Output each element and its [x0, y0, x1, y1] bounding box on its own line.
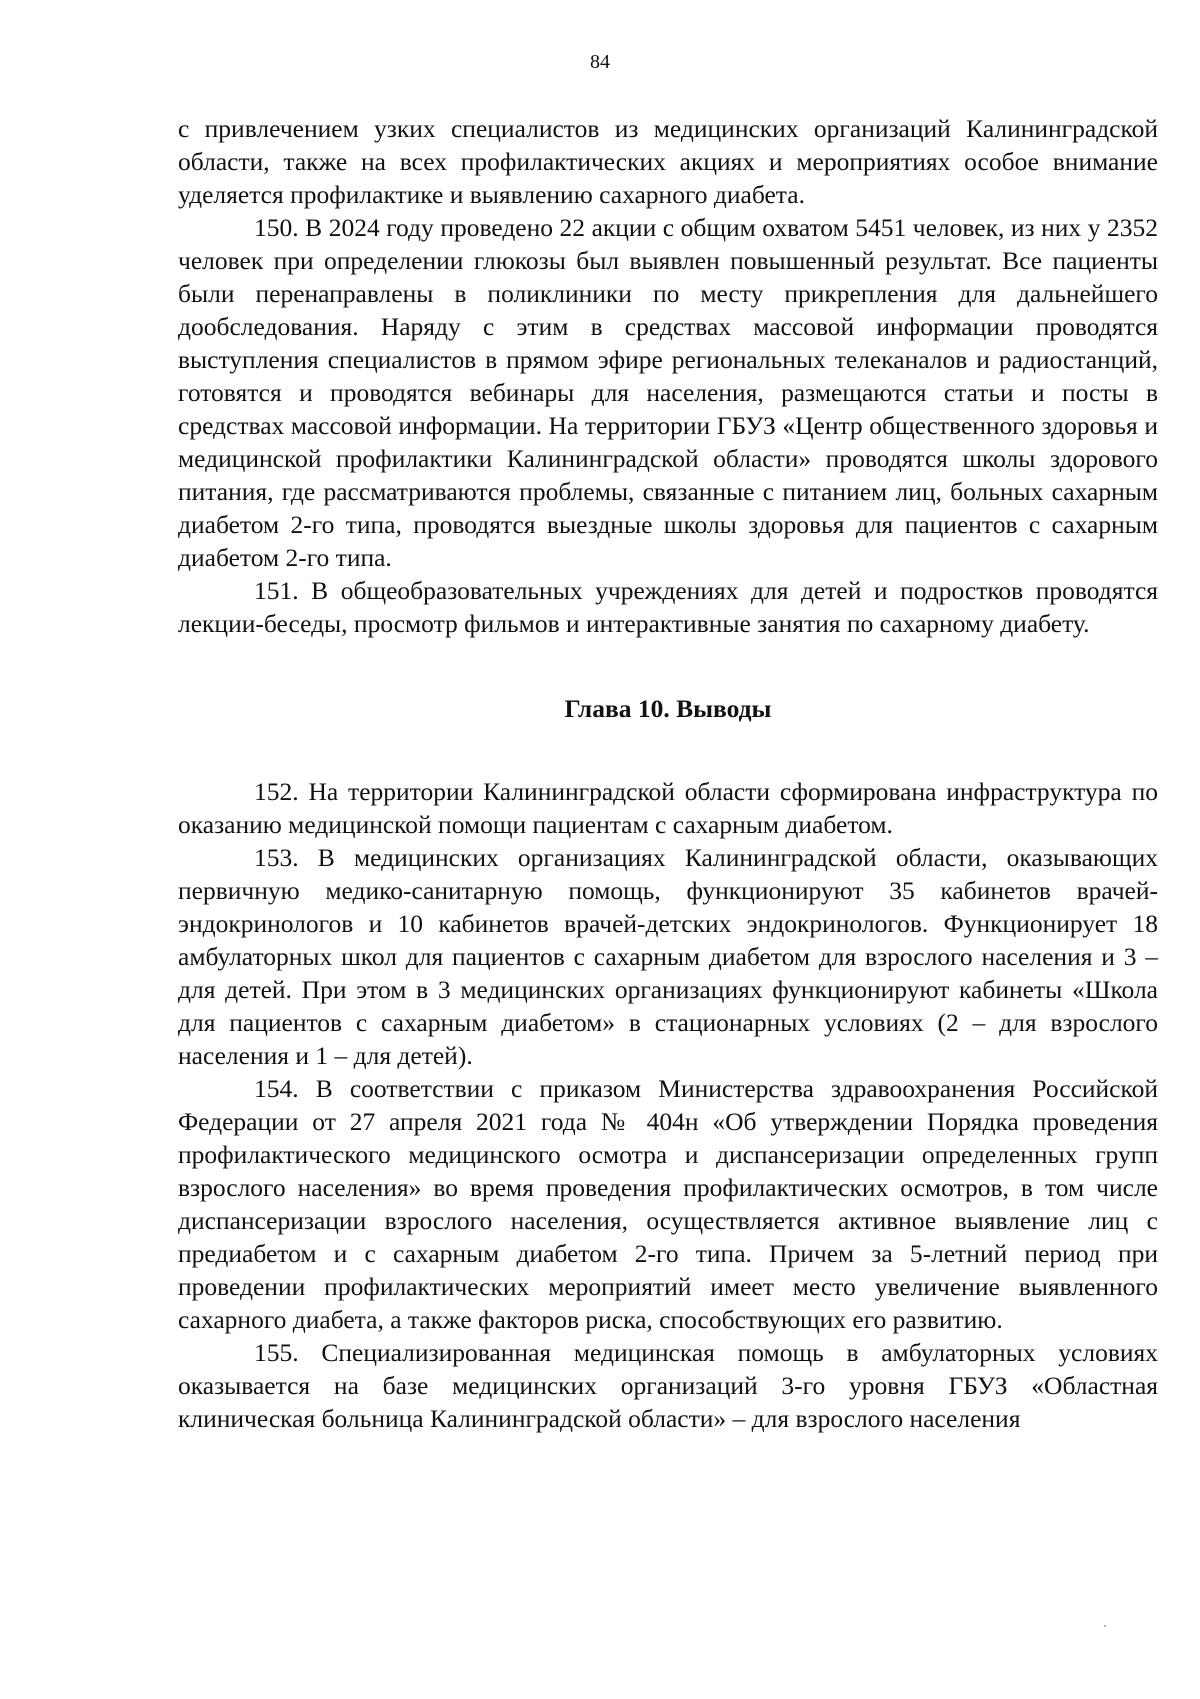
paragraph-continuation: с привлечением узких специалистов из медицинских организаций Калининградской области, также на всех профилактических акциях и мероприятиях особое внимание уделяется профилактике и выявлению сахарного диабета.	[178, 114, 1158, 209]
paragraph-152: 152. На территории Калининградской области сформирована инфраструктура по оказанию медицинской помощи пациентам с сахарным диабетом.	[178, 777, 1158, 839]
paragraph-155: 155. Специализированная медицинская помощь в амбулаторных условиях оказывается на базе медицинских организаций 3-го уровня ГБУЗ «Областная клиническая больница Калининградской области» – для взрослого населения	[178, 1338, 1158, 1433]
paragraph-154: 154. В соответствии с приказом Министерства здравоохранения Российской Федерации от 27 апреля 2021 года № 404н «Об утверждении Порядка проведения профилактического медицинского осмотра и диспансеризации определенных групп взрослого населения» во время проведения профилактических осмотров, в том числе диспансеризации взрослого населения, осуществляется активное выявление лиц с предиабетом и с сахарным диабетом 2-го типа. Причем за 5-летний период при проведении профилактических мероприятий имеет место увеличение выявленного сахарного диабета, а также факторов риска, способствующих его развитию.	[178, 1074, 1158, 1334]
paragraph-151: 151. В общеобразовательных учреждениях для детей и подростков проводятся лекции-беседы, просмотр фильмов и интерактивные занятия по сахарному диабету.	[178, 576, 1158, 638]
paragraph-150: 150. В 2024 году проведено 22 акции с общим охватом 5451 человек, из них у 2352 человек при определении глюкозы был выявлен повышенный результат. Все пациенты были перенаправлены в поликлиники по месту прикрепления для дальнейшего дообследования. Наряду с этим в средствах массовой информации проводятся выступления специалистов в прямом эфире региональных телеканалов и радиостанций, готовятся и проводятся вебинары для населения, размещаются статьи и посты в средствах массовой информации. На территории ГБУЗ «Центр общественного здоровья и медицинской профилактики Калининградской области» проводятся школы здорового питания, где рассматриваются проблемы, связанные с питанием лиц, больных сахарным диабетом 2-го типа, проводятся выездные школы здоровья для пациентов с сахарным диабетом 2-го типа.	[178, 213, 1158, 572]
page-number: 84	[590, 51, 610, 73]
paragraph-153: 153. В медицинских организациях Калининградской области, оказывающих первичную медико-санитарную помощь, функционируют 35 кабинетов врачей-эндокринологов и 10 кабинетов врачей-детских эндокринологов. Функционирует 18 амбулаторных школ для пациентов с сахарным диабетом для взрослого населения и 3 – для детей. При этом в 3 медицинских организациях функционируют кабинеты «Школа для пациентов с сахарным диабетом» в стационарных условиях (2 – для взрослого населения и 1 – для детей).	[178, 843, 1158, 1070]
scan-speck	[1104, 1625, 1106, 1627]
document-body	[178, 112, 1158, 1435]
chapter-heading: Глава 10. Выводы	[564, 694, 772, 723]
